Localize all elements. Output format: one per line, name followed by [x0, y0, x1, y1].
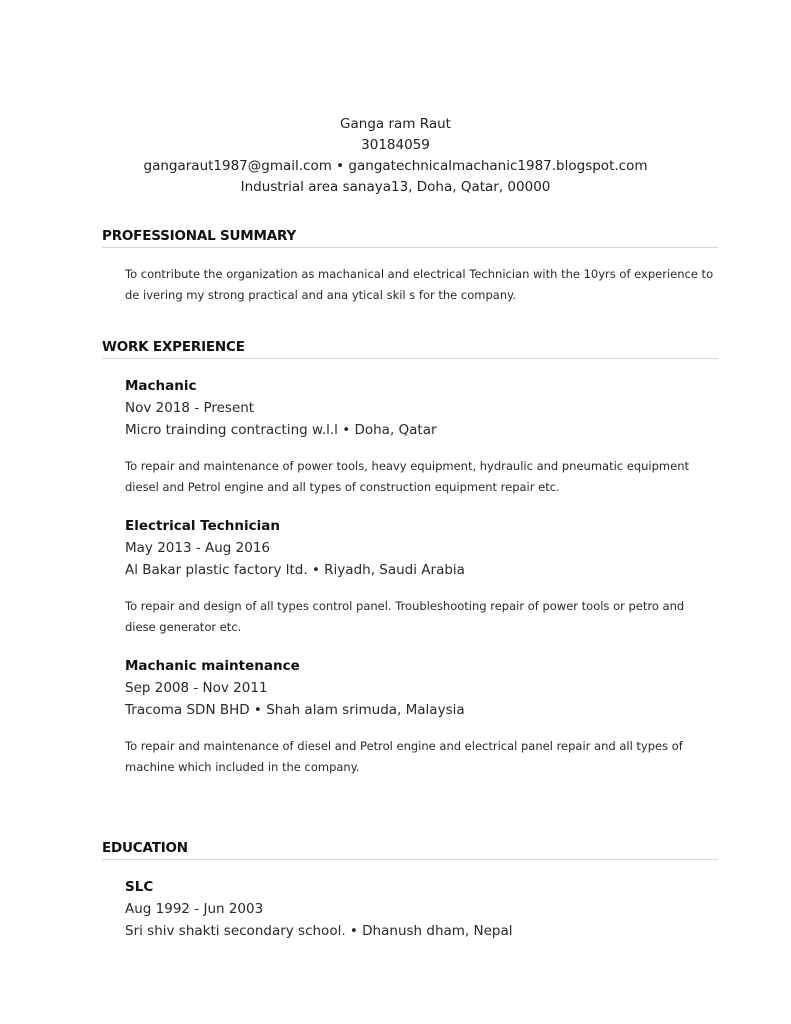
- job-description: To repair and maintenance of diesel and Petrol engine and electrical panel repair and all types of machine which included in the company.: [125, 739, 683, 774]
- education-title: SLC: [125, 879, 154, 895]
- job-entry: [125, 515, 718, 638]
- education-body: [102, 876, 718, 942]
- education-dates: Aug 1992 - Jun 2003: [125, 901, 264, 917]
- job-description: To repair and design of all types control panel. Troubleshooting repair of power tools or petro and diese generator etc.: [125, 599, 685, 634]
- professional-summary-section: [102, 228, 718, 306]
- job-title: Machanic: [125, 378, 197, 394]
- education-school: Sri shiv shakti secondary school. • Dhanush dham, Nepal: [125, 923, 513, 939]
- education-entry: [125, 876, 718, 942]
- summary-text: To contribute the organization as machanical and electrical Technician with the 10yrs of experience to de ivering my strong practical and ana ytical skil s for the company.: [125, 267, 714, 302]
- job-title: Electrical Technician: [125, 518, 280, 534]
- job-employer: Tracoma SDN BHD • Shah alam srimuda, Malaysia: [125, 702, 465, 718]
- candidate-contact: gangaraut1987@gmail.com • gangatechnicalmachanic1987.blogspot.com: [143, 158, 648, 174]
- job-entry: [125, 655, 718, 778]
- summary-body: [102, 264, 718, 306]
- candidate-name: Ganga ram Raut: [340, 116, 451, 132]
- job-entry: [125, 375, 718, 498]
- candidate-address: Industrial area sanaya13, Doha, Qatar, 00000: [240, 179, 551, 195]
- resume-header: [0, 114, 791, 198]
- job-employer: Micro trainding contracting w.l.l • Doha, Qatar: [125, 422, 437, 438]
- candidate-phone: 30184059: [361, 137, 430, 153]
- job-description: To repair and maintenance of power tools, heavy equipment, hydraulic and pneumatic equipment diesel and Petrol engine and all types of construction equipment repair etc.: [125, 459, 689, 494]
- work-experience-section: [102, 339, 718, 778]
- section-title-education: EDUCATION: [102, 840, 718, 860]
- job-dates: May 2013 - Aug 2016: [125, 540, 271, 556]
- job-dates: Nov 2018 - Present: [125, 400, 255, 416]
- education-section: [102, 840, 718, 942]
- job-title: Machanic maintenance: [125, 658, 300, 674]
- section-title-summary: PROFESSIONAL SUMMARY: [102, 228, 718, 248]
- experience-body: [102, 375, 718, 778]
- job-employer: Al Bakar plastic factory ltd. • Riyadh, Saudi Arabia: [125, 562, 465, 578]
- job-dates: Sep 2008 - Nov 2011: [125, 680, 268, 696]
- section-title-experience: WORK EXPERIENCE: [102, 339, 718, 359]
